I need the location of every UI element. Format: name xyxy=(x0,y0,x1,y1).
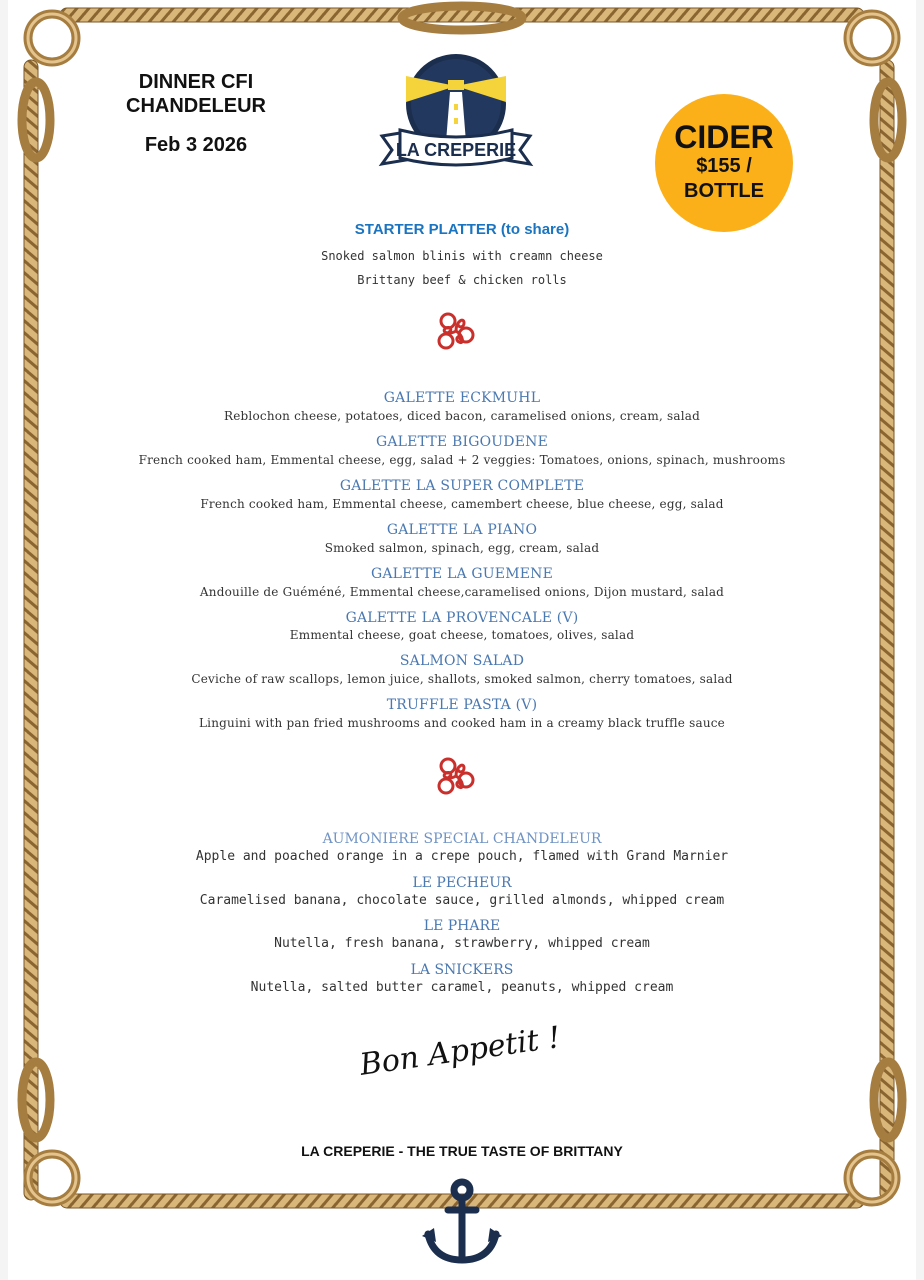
cider-price-badge xyxy=(655,94,793,232)
event-header xyxy=(96,70,296,157)
dish-name: GALETTE LA GUEMENE xyxy=(370,566,554,582)
dish-description: Smoked salmon, spinach, egg, cream, salad xyxy=(324,541,600,555)
dessert-name: LE PECHEUR xyxy=(412,875,512,891)
anchor-icon xyxy=(420,1178,504,1268)
dish-name: GALETTE ECKMUHL xyxy=(383,390,541,406)
cider-title: CIDER xyxy=(674,119,774,155)
starter-title: STARTER PLATTER (to share) xyxy=(354,221,570,238)
dessert-description: Caramelised banana, chocolate sauce, grilled almonds, whipped cream xyxy=(199,893,725,908)
starter-item: Brittany beef & chicken rolls xyxy=(357,273,567,287)
dessert-description: Nutella, salted butter caramel, peanuts, whipped cream xyxy=(250,980,674,995)
dish-name: GALETTE BIGOUDENE xyxy=(375,434,548,450)
dish-description: Linguini with pan fried mushrooms and cooked ham in a creamy black truffle sauce xyxy=(199,716,725,730)
event-title-line1: DINNER CFI xyxy=(138,71,254,93)
dish-name: TRUFFLE PASTA (V) xyxy=(386,697,538,713)
triskelion-icon xyxy=(434,309,478,353)
triskelion-icon xyxy=(434,754,478,798)
dessert-name: AUMONIERE SPECIAL CHANDELEUR xyxy=(322,831,602,847)
event-date: Feb 3 2026 xyxy=(144,134,248,156)
dish-name: SALMON SALAD xyxy=(399,653,525,669)
tagline: LA CREPERIE - THE TRUE TASTE OF BRITTANY xyxy=(301,1143,623,1159)
dish-name: GALETTE LA PIANO xyxy=(386,522,538,538)
dish-description: French cooked ham, Emmental cheese, camembert cheese, blue cheese, egg, salad xyxy=(200,497,724,511)
dessert-name: LE PHARE xyxy=(423,918,501,934)
bon-appetit-signoff: Bon Appetit ! xyxy=(357,1020,563,1083)
lighthouse-icon xyxy=(376,52,536,176)
dish-description: Ceviche of raw scallops, lemon juice, shallots, smoked salmon, cherry tomatoes, salad xyxy=(191,672,733,686)
logo-text: LA CREPERIE xyxy=(395,140,517,160)
starter-item: Snoked salmon blinis with creamn cheese xyxy=(321,249,603,263)
dish-description: Andouille de Guéméné, Emmental cheese,caramelised onions, Dijon mustard, salad xyxy=(199,585,725,599)
dish-description: French cooked ham, Emmental cheese, egg, salad + 2 veggies: Tomatoes, onions, spinach, mushrooms xyxy=(138,453,786,467)
dessert-description: Nutella, fresh banana, strawberry, whipped cream xyxy=(274,936,650,951)
cider-price: $155 / xyxy=(696,155,752,177)
dish-name: GALETTE LA PROVENCALE (V) xyxy=(345,610,579,626)
creperie-logo xyxy=(376,52,536,176)
dessert-description: Apple and poached orange in a crepe pouch, flamed with Grand Marnier xyxy=(195,849,729,864)
dish-description: Reblochon cheese, potatoes, diced bacon, caramelised onions, cream, salad xyxy=(224,409,700,423)
dish-name: GALETTE LA SUPER COMPLETE xyxy=(339,478,585,494)
dish-description: Emmental cheese, goat cheese, tomatoes, olives, salad xyxy=(289,628,635,642)
cider-unit: BOTTLE xyxy=(684,180,764,202)
event-title-line2: CHANDELEUR xyxy=(126,95,266,117)
dessert-name: LA SNICKERS xyxy=(410,962,514,978)
